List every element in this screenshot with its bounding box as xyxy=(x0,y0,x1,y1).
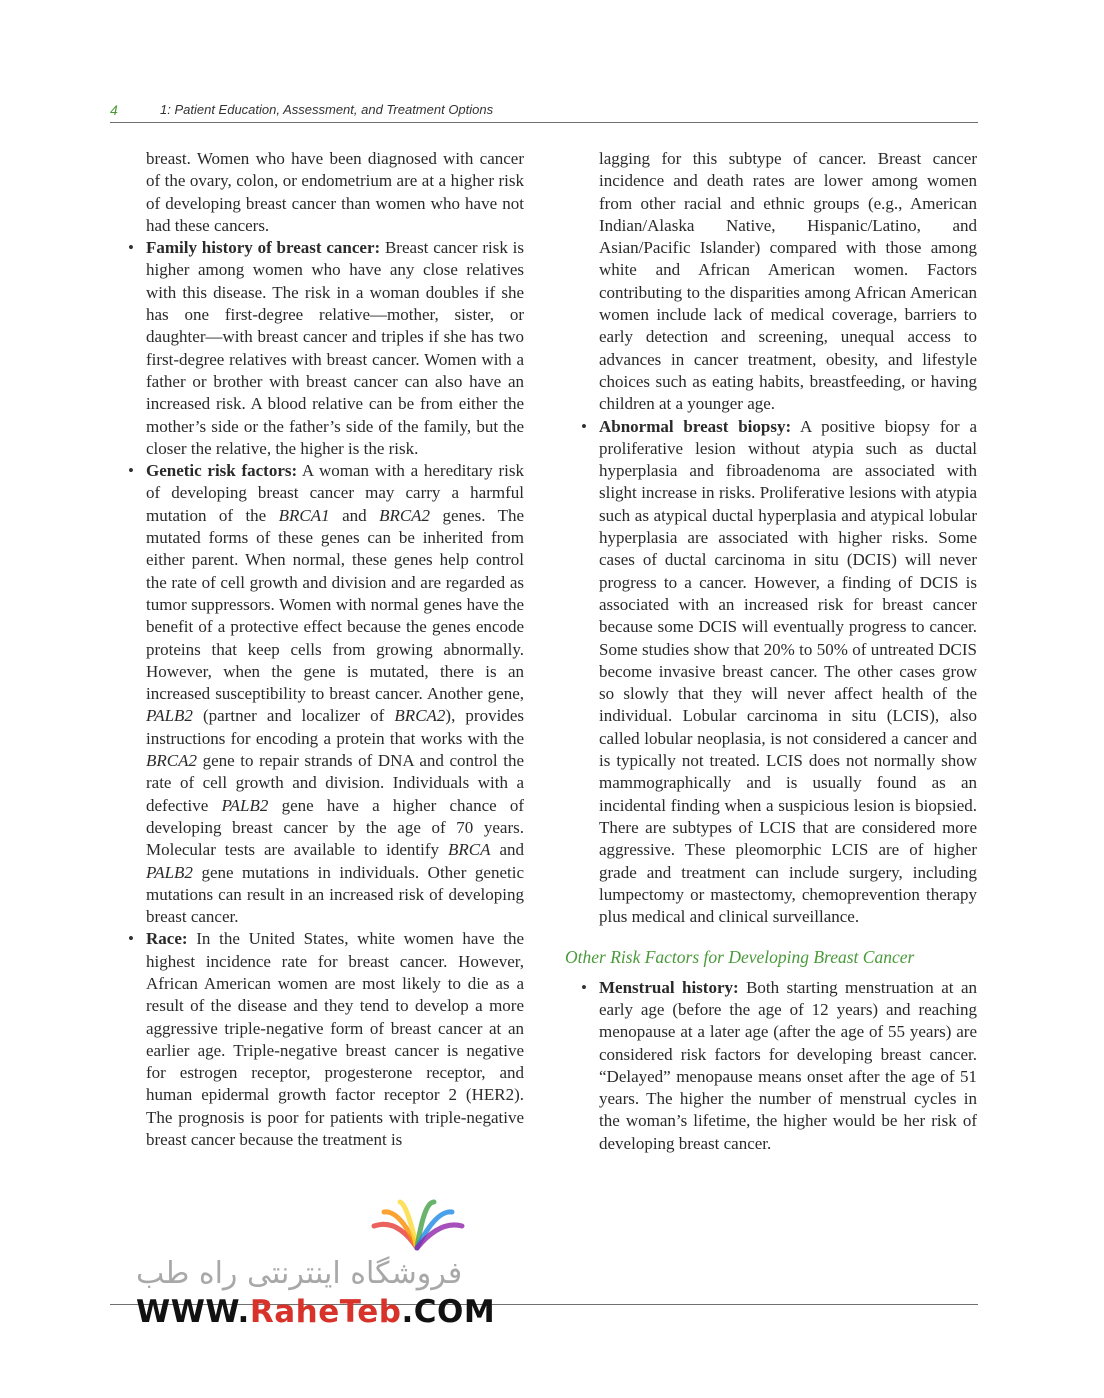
gene-name: BRCA2 xyxy=(146,751,197,771)
gene-name: BRCA2 xyxy=(379,505,431,525)
gene-name: BRCA xyxy=(448,840,491,860)
gene-name: BRCA2 xyxy=(394,706,446,726)
text-genetic-risk-8: and xyxy=(490,840,524,860)
term-abnormal-biopsy: Abnormal breast biopsy: xyxy=(599,416,792,436)
gene-name: PALB2 xyxy=(221,795,269,815)
text-genetic-risk-7: gene have a higher chance of developing breast cancer by the age of 70 years. Molecular tests are available to identify xyxy=(146,795,525,860)
gene-name: PALB2 xyxy=(146,862,193,882)
text-menstrual-history: Both starting menstruation at an early age (before the age of 12 years) and reaching menopause at a later age (after the age of 55 years) are considered risk factors for developing breast cancer. “Delayed” menopause means onset after the age of 51 years. The higher the number of menstrual cycles in the woman’s lifetime, the higher would be her risk of developing breast cancer. xyxy=(599,977,977,1153)
right-bullet-list xyxy=(599,416,977,929)
bullet-race xyxy=(146,928,524,1151)
text-genetic-risk-3: genes. The mutated forms of these genes can be inherited from either parent. When normal, these genes help control the rate of cell growth and division and are regarded as tumor suppressors. Women with normal genes have the benefit of a protective effect because the genes encode proteins that keep cells from growing abnormally. However, when the gene is mutated, there is an increased susceptibility to breast cancer. Another gene, xyxy=(146,505,524,704)
page-header xyxy=(110,100,978,123)
text-genetic-risk-6: gene to repair strands of DNA and control the rate of cell growth and division. Individuals with a defective xyxy=(146,751,524,815)
gene-name: BRCA1 xyxy=(278,505,330,525)
watermark-persian-text: فروشگاه اینترنتی راه طب xyxy=(136,1256,463,1291)
left-column xyxy=(146,148,524,1151)
term-menstrual-history: Menstrual history: xyxy=(599,977,739,997)
bullet-genetic-risk xyxy=(146,460,524,928)
text-genetic-risk-5: ), provides instructions for encoding a protein that works with the xyxy=(146,706,524,748)
watermark-url-prefix: WWW. xyxy=(136,1294,250,1330)
watermark-url-brand: RaheTeb xyxy=(249,1294,402,1330)
left-bullet-list xyxy=(146,237,524,1151)
other-risk-bullet-list xyxy=(599,977,977,1155)
bullet-family-history xyxy=(146,237,524,460)
book-logo-icon xyxy=(362,1198,472,1258)
text-abnormal-biopsy: A positive biopsy for a proliferative lesion without atypia such as ductal hyperplasia and fibroadenoma are associated with slight increase in risks. Proliferative lesions with atypia such as atypical ductal hyperplasia and atypical lobular hyperplasia are associated with higher risks. Some cases of ductal carcinoma in situ (DCIS) will never progress to a cancer. However, a finding of DCIS is associated with an increased risk for breast cancer because some DCIS will eventually progress to cancer. Some studies show that 20% to 50% of untreated DCIS become invasive breast cancer. The other cases grow so slowly that they will never affect health of the individual. Lobular carcinoma in situ (LCIS), also called lobular neoplasia, is not considered a cancer and is typically not treated. LCIS does not normally show mammographically and is usually found as an incidental finding when a suspicious lesion is biopsied. There are subtypes of LCIS that are considered more aggressive. These pleomorphic LCIS are of higher grade and treatment can include surgery, including lumpectomy or mastectomy, chemoprevention therapy plus medical and clinical surveillance. xyxy=(599,416,977,927)
watermark-url-suffix: .COM xyxy=(401,1294,496,1330)
text-genetic-risk-2: and xyxy=(329,505,380,525)
term-family-history: Family history of breast cancer: xyxy=(146,238,381,258)
left-intro-paragraph: breast. Women who have been diagnosed with cancer of the ovary, colon, or endometrium are at a higher risk of developing breast cancer than women who have not had these cancers. xyxy=(146,149,524,235)
term-race: Race: xyxy=(146,929,188,949)
text-genetic-risk-4: (partner and localizer of xyxy=(192,706,395,726)
bullet-abnormal-biopsy xyxy=(599,416,977,929)
term-genetic-risk: Genetic risk factors: xyxy=(146,461,298,481)
text-genetic-risk-9: gene mutations in individuals. Other genetic mutations can result in an increased risk of developing breast cancer. xyxy=(146,862,524,927)
right-column xyxy=(565,148,977,1155)
bullet-menstrual-history xyxy=(599,977,977,1155)
right-continuation-paragraph: lagging for this subtype of cancer. Breast cancer incidence and death rates are lower among women from other racial and ethnic groups (e.g., American Indian/Alaska Native, Hispanic/Latino, and Asian/Pacific Islander) compared with those among white and African American women. Factors contributing to the disparities among African American women include lack of medical coverage, barriers to early detection and screening, unequal access to advances in cancer treatment, obesity, and lifestyle choices such as eating habits, breastfeeding, or having children at a younger age. xyxy=(599,149,977,414)
section-subheading: Other Risk Factors for Developing Breast Cancer xyxy=(565,947,915,968)
gene-name: PALB2 xyxy=(146,706,193,726)
running-head: 1: Patient Education, Assessment, and Treatment Options xyxy=(160,102,494,117)
watermark-url xyxy=(136,1294,495,1330)
text-race: In the United States, white women have the highest incidence rate for breast cancer. However, African American women are most likely to die as a result of the disease and they tend to develop a more aggressive triple-negative form of breast cancer at an earlier age. Triple-negative breast cancer is negative for estrogen receptor, progesterone receptor, and human epidermal growth factor receptor 2 (HER2). The prognosis is poor for patients with triple-negative breast cancer because the treatment is xyxy=(146,929,524,1150)
text-family-history: Breast cancer risk is higher among women who have any close relatives with this disease. The risk in a woman doubles if she has one first-degree relative—mother, sister, or daughter—with breast cancer and triples if she has two first-degree relatives with breast cancer. Women with a father or brother with breast cancer can also have an increased risk. A blood relative can be from either the mother’s side or the father’s side of the family, but the closer the relative, the higher is the risk. xyxy=(146,238,524,458)
page-number: 4 xyxy=(110,102,118,118)
text-genetic-risk-1: A woman with a hereditary risk of developing breast cancer may carry a harmful mutation of the xyxy=(146,461,524,525)
